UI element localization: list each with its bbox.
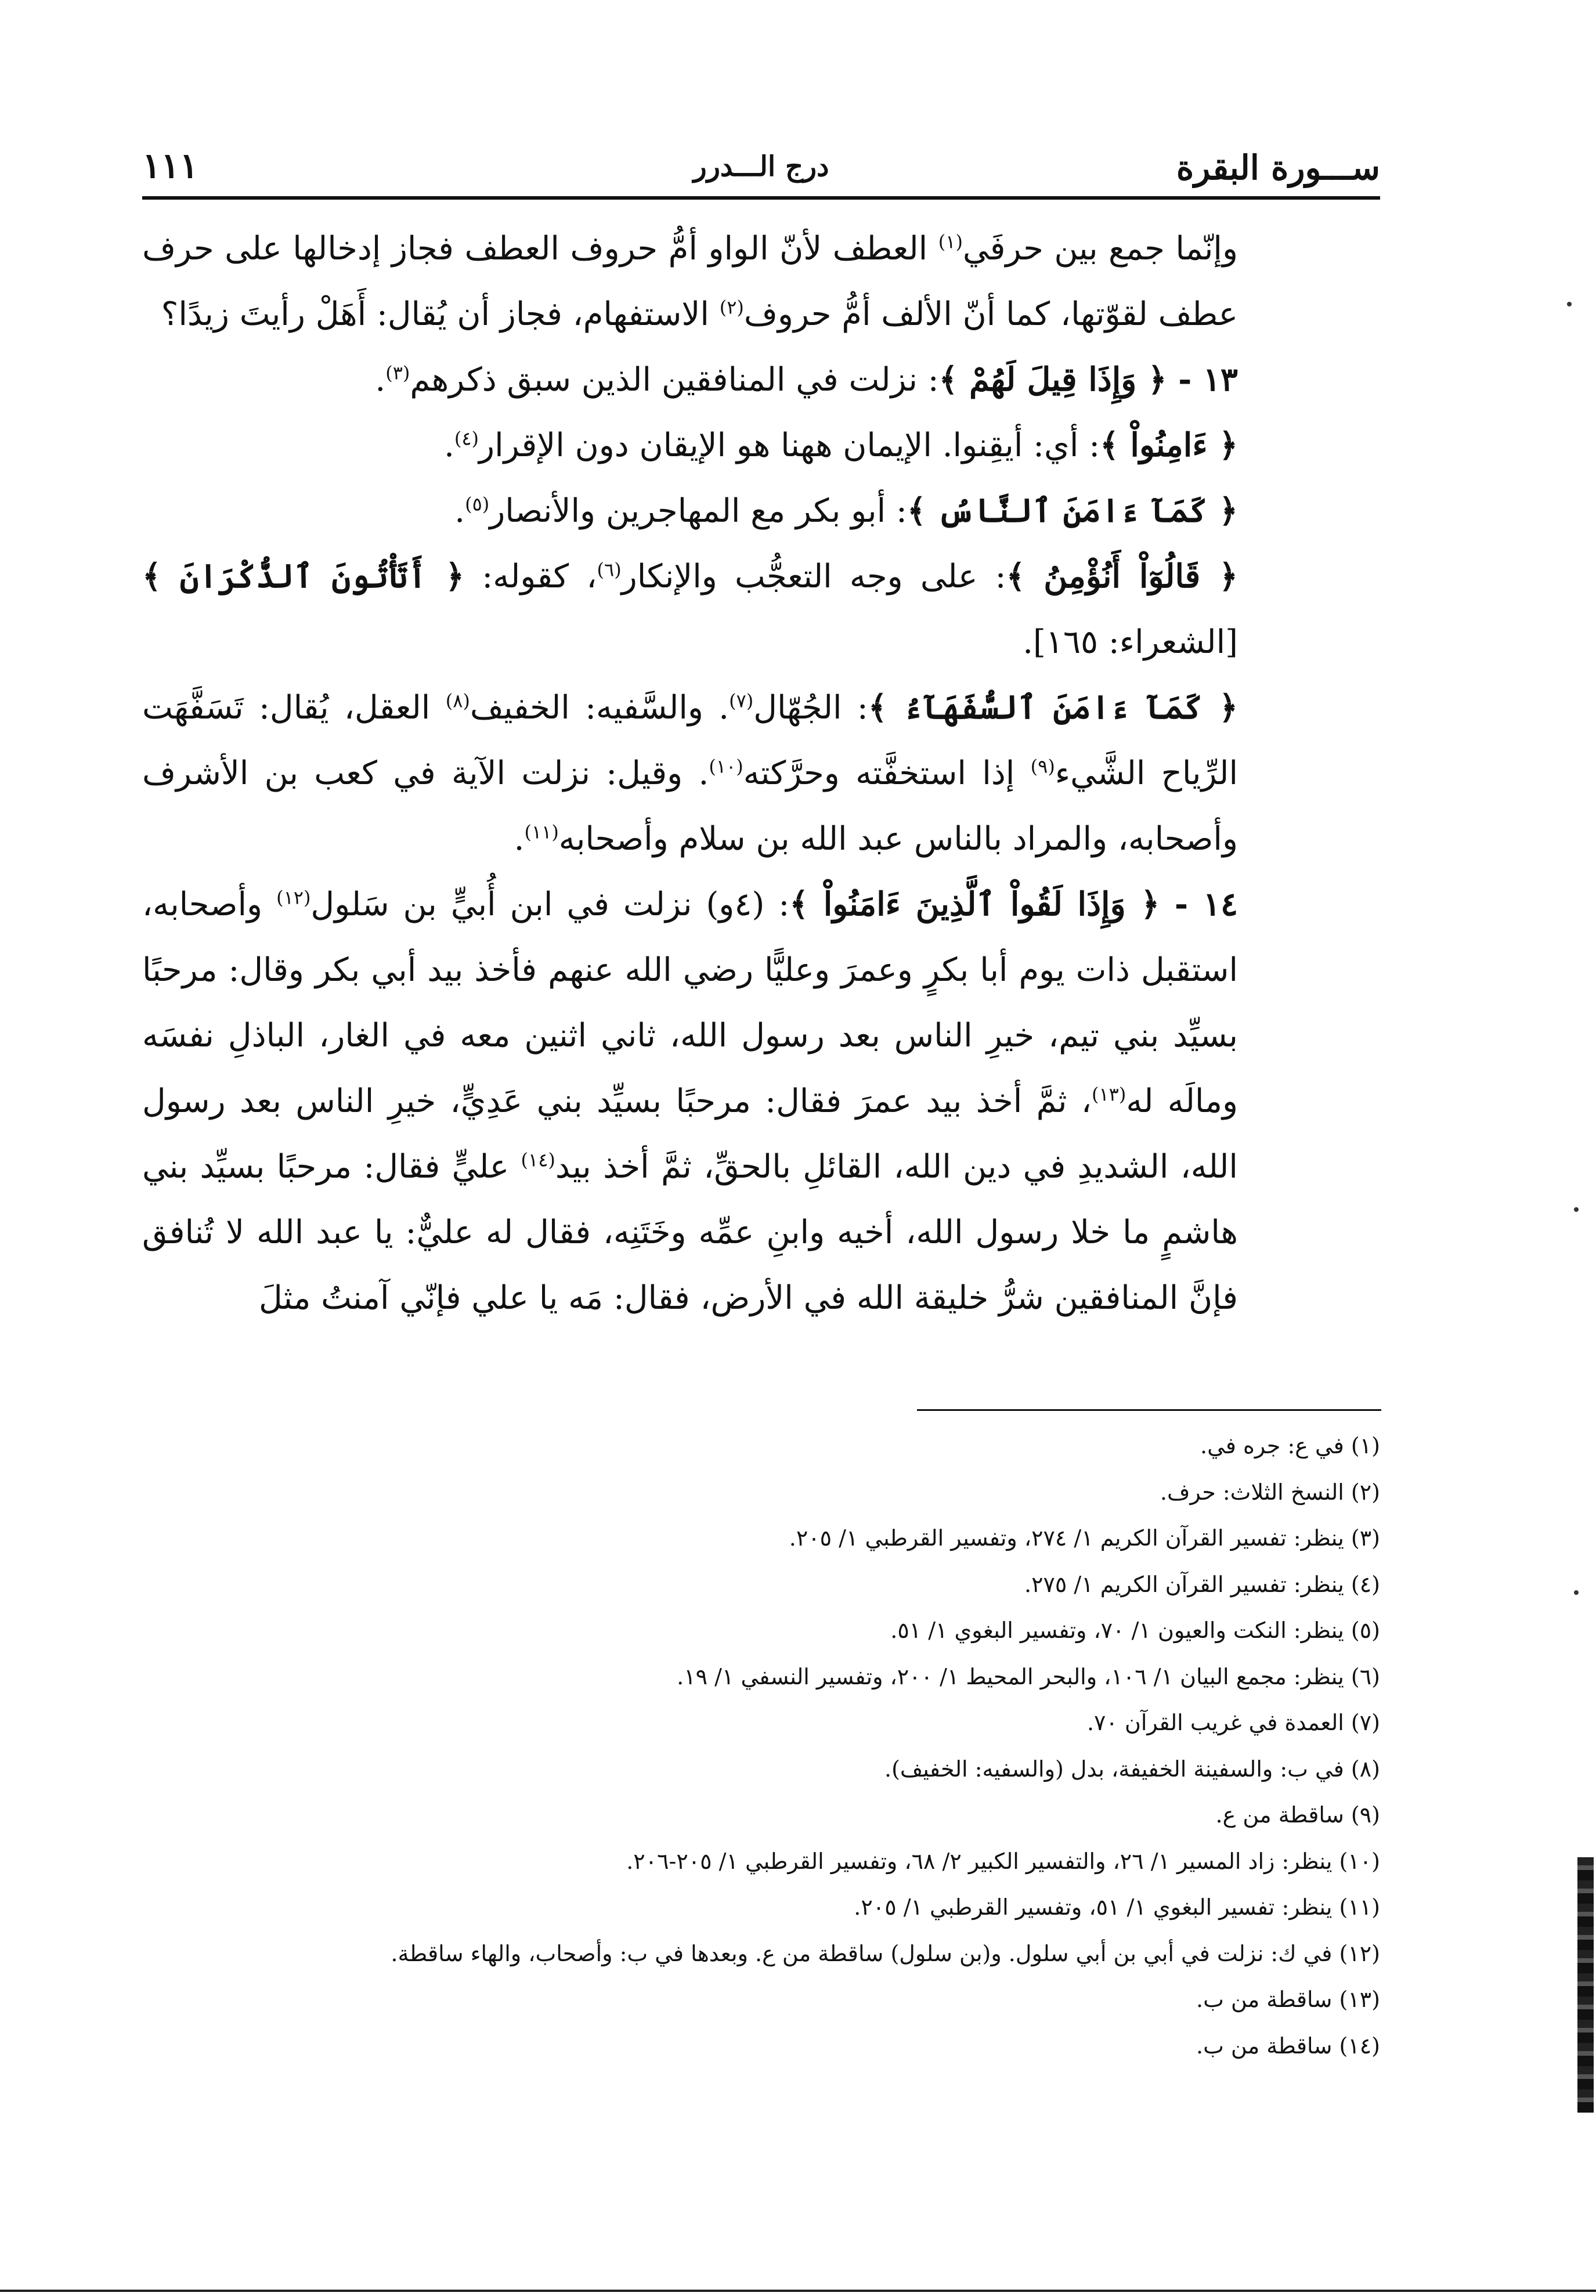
quran-quote: ﴿ ءَامِنُواْ ﴾ [1100, 426, 1238, 464]
footnote-9: (٩) ساقطة من ع. [1215, 1802, 1380, 1828]
main-text [142, 216, 1380, 1331]
text-span: . [375, 361, 386, 399]
footnote-ref: (٣) [385, 362, 410, 384]
surah-title: ســـورة البقرة [1176, 148, 1380, 187]
footnote-separator [917, 1409, 1381, 1411]
text-span: العطف لأنّ الواو أمُّ حروف العطف فجاز إدخالها على حرف عطف لقوّتها، كما أنّ الألف أمُّ حروف [142, 230, 1238, 333]
footnote-ref: (٦) [597, 558, 622, 581]
footnote-ref: (٩) [1030, 755, 1055, 778]
scan-bottom-edge [0, 2290, 1596, 2292]
footnote-ref: (١٠) [709, 755, 743, 778]
amanu-entry [142, 413, 1380, 478]
text-span: : الجُهّال [753, 689, 868, 727]
text-span: عليٍّ فقال: مرحبًا بسيِّد بني هاشمٍ ما خلا رسول الله، أخيه وابنِ عمِّه وخَتَنِه، فقال له عليٌّ: يا عبد الله لا تُنافق فإنَّ المنافقين شرُّ خليقة الله في الأرض، فقال: مَه يا علي فإنّي آمنتُ مثلَ [142, 1148, 1238, 1317]
text-span: إذا استخفَّته وحرَّكته [743, 754, 1031, 792]
scan-speck [1567, 302, 1572, 306]
quran-quote: ﴿ قَالُوٓاْ أَنُؤْمِنُ ﴾ [1006, 557, 1238, 595]
text-span: : (٤و) نزلت في ابن أُبيٍّ بن سَلول [310, 886, 790, 923]
footnote-4: (٤) ينظر: تفسير القرآن الكريم ١/ ٢٧٥. [1024, 1571, 1380, 1597]
text-span: ، كقوله: [464, 558, 597, 595]
scan-speck [1574, 1207, 1579, 1212]
qalu-anumin-entry [142, 544, 1380, 675]
text-span: العقل، يُقال: تَسَفَّهَت الرِّياح الشَّيء [142, 689, 1238, 792]
quran-quote: ﴿ وَإِذَا لَقُواْ ٱلَّذِينَ ءَامَنُواْ ﴾ [789, 885, 1160, 923]
text-span: : نزلت في المنافقين الذين سبق ذكرهم [410, 361, 939, 399]
footnote-12: (١٢) في ك: نزلت في أبي بن أبي سلول. و(بن سلول) ساقطة من ع. وبعدها في ب: وأصحاب، والهاء ساقطة. [391, 1940, 1380, 1966]
verse-14-entry [142, 872, 1380, 1331]
kama-amana-annas-entry [142, 478, 1380, 544]
footnote-5: (٥) ينظر: النكت والعيون ١/ ٧٠، وتفسير البغوي ١/ ٥١. [890, 1618, 1380, 1643]
verse-13-entry [142, 347, 1380, 413]
footnote-6: (٦) ينظر: مجمع البيان ١/ ١٠٦، والبحر المحيط ١/ ٢٠٠، وتفسير النسفي ١/ ١٩. [677, 1663, 1380, 1689]
text-span: . [514, 820, 525, 858]
quran-quote: ﴿ وَإِذَا قِيلَ لَهُمْ ﴾ [938, 360, 1167, 399]
text-span: وإنّما جمع بين حرفَي [962, 230, 1238, 268]
footnote-3: (٣) ينظر: تفسير القرآن الكريم ١/ ٢٧٤، وتفسير القرطبي ١/ ٢٠٥. [789, 1525, 1380, 1551]
quran-quote: ﴿ كَمَآ ءَامَنَ ٱلنَّاسُ ﴾ [907, 492, 1238, 530]
footnote-ref: (٤) [454, 427, 479, 450]
footnote-ref: (٥) [465, 493, 490, 515]
text-span: ، ثمَّ أخذ بيد عمرَ فقال: مرحبًا بسيِّد بني عَدِيٍّ، خيرِ الناس بعد رسول الله، الشديدِ في دين الله، القائلِ بالحقِّ، ثمَّ أخذ بيد [142, 1082, 1238, 1186]
footnote-ref: (١٣) [1091, 1083, 1126, 1106]
text-span: وأصحابه، استقبل ذات يوم أبا بكرٍ وعمرَ وعليًّا رضي الله عنهم فأخذ بيد أبي بكر وقال: مرحبًا بسيِّد بني تيم، خيرِ الناس بعد رسول الله، ثاني اثنين معه في الغار، الباذلِ نفسَه ومالَه له [142, 886, 1238, 1120]
scan-speck [1574, 1590, 1579, 1595]
book-title: درج الـــدرر [693, 150, 829, 183]
paragraph-1 [142, 216, 1380, 347]
footnote-1: (١) في ع: جره في. [1200, 1433, 1380, 1459]
footnote-10: (١٠) ينظر: زاد المسير ١/ ٢٦، والتفسير الكبير ٢/ ٦٨، وتفسير القرطبي ١/ ٢٠٥-٢٠٦. [626, 1848, 1380, 1874]
footnote-ref: (٨) [445, 689, 470, 712]
footnotes [142, 1423, 1380, 2069]
footnote-ref: (١٤) [521, 1149, 555, 1171]
footnote-ref: (١١) [524, 821, 559, 843]
quran-quote: ﴿ أَتَأْتُونَ ٱلذُّكْرَانَ ﴾ [142, 557, 465, 595]
footnote-ref: (٢) [719, 296, 744, 319]
footnote-8: (٨) في ب: والسفينة الخفيفة، بدل (والسفيه: الخفيف). [884, 1756, 1380, 1782]
surah-reference: [الشعراء: ١٦٥]. [1023, 623, 1238, 661]
footnote-7: (٧) العمدة في غريب القرآن ٧٠. [1086, 1710, 1380, 1735]
quran-quote: ﴿ كَمَآ ءَامَنَ ٱلسُّفَهَآءُ ﴾ [868, 688, 1238, 727]
text-span: . [454, 492, 465, 530]
sufaha-entry [142, 675, 1380, 872]
footnote-ref: (٧) [729, 689, 754, 712]
text-span: . [444, 427, 454, 464]
footnote-2: (٢) النسخ الثلاث: حرف. [1160, 1479, 1380, 1505]
text-span: : على وجه التعجُّب والإنكار [621, 558, 1006, 595]
verse-number: ١٤ - [1160, 885, 1238, 923]
footnote-ref: (١) [938, 230, 963, 253]
text-span: . والسَّفيه: الخفيف [470, 689, 730, 727]
text-span: : أبو بكر مع المهاجرين والأنصار [489, 492, 907, 530]
footnote-14: (١٤) ساقطة من ب. [1196, 2033, 1380, 2059]
scan-edge-artifact [1577, 1857, 1594, 2113]
page-number: ١١١ [142, 146, 198, 186]
footnote-13: (١٣) ساقطة من ب. [1196, 1987, 1380, 2012]
text-span: . وقيل: نزلت الآية في كعب بن الأشرف وأصحابه، والمراد بالناس عبد الله بن سلام وأصحابه [142, 754, 1238, 858]
text-span: : أي: أيقِنوا. الإيمان ههنا هو الإيقان دون الإقرار [479, 427, 1100, 464]
running-header [142, 142, 1380, 194]
footnote-11: (١١) ينظر: تفسير البغوي ١/ ٥١، وتفسير القرطبي ١/ ٢٠٥. [854, 1894, 1380, 1920]
text-span: الاستفهام، فجاز أن يُقال: أَهَلْ رأيتَ زيدًا؟ [161, 295, 720, 333]
verse-number: ١٣ - [1167, 360, 1238, 399]
footnote-ref: (١٢) [276, 886, 311, 909]
header-rule [142, 196, 1380, 200]
